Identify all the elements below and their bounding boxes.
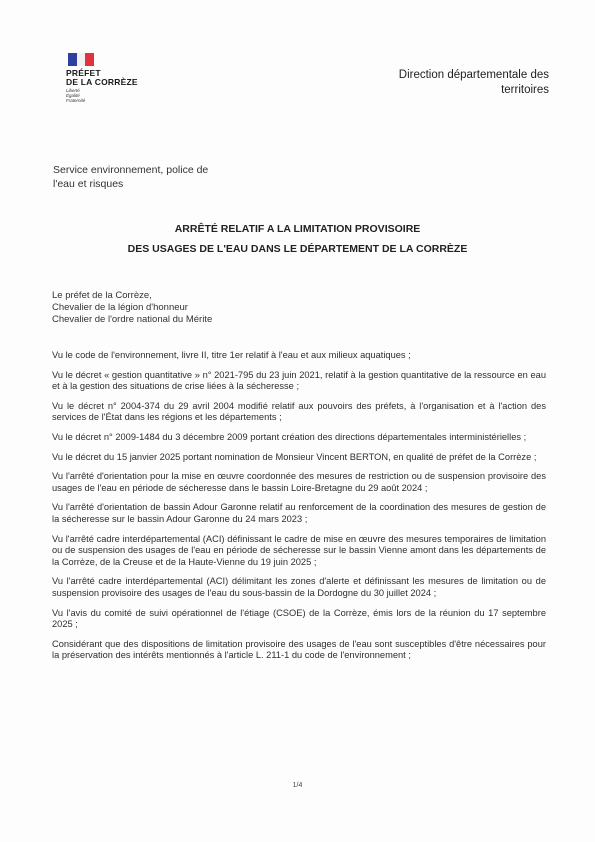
visa-paragraph: Vu l'arrêté cadre interdépartemental (ACI) définissant le cadre de mise en œuvre des mesures temporaires de limitation ou de suspension des usages de l'eau en période de sécheresse sur le bassin Vienne amont dans les départements de la Corrèze, de la Creuse et de la Haute-Vienne du 19 juin 2025 ; — [52, 533, 546, 567]
signatory-line-1: Le préfet de la Corrèze, — [52, 290, 152, 301]
signatory-line-3: Chevalier de l'ordre national du Mérite — [52, 314, 213, 325]
visa-paragraph: Vu le décret du 15 janvier 2025 portant nomination de Monsieur Vincent BERTON, en qualité de préfet de la Corrèze ; — [52, 451, 537, 462]
motto-egalite: Égalité — [66, 93, 80, 98]
signatory-line-2: Chevalier de la légion d'honneur — [52, 302, 188, 313]
visa-paragraph: Vu le décret n° 2004-374 du 29 avril 2004 modifié relatif aux pouvoirs des préfets, à l'organisation et à l'action des services de l'État dans les régions et les départements ; — [52, 400, 546, 423]
directorate-line-1: Direction départementale des — [398, 69, 549, 81]
visa-paragraph: Vu le décret n° 2009-1484 du 3 décembre 2009 portant création des directions départementales interministérielles ; — [52, 431, 527, 442]
document-title — [0, 219, 595, 259]
prefet-line-1: PRÉFET — [66, 68, 101, 78]
visa-paragraph: Vu l'avis du comité de suivi opérationnel de l'étiage (CSOE) de la Corrèze, émis lors de la réunion du 17 septembre 2025 ; — [52, 607, 546, 630]
prefecture-logo — [66, 53, 156, 103]
marianne-flag-icon — [68, 53, 94, 66]
prefet-name — [66, 69, 156, 87]
directorate-line-2: territoires — [501, 84, 549, 96]
republic-motto — [66, 88, 156, 103]
visa-paragraph: Vu l'arrêté d'orientation pour la mise en œuvre coordonnée des mesures de restriction ou de suspension provisoire des usages de l'eau en période de sécheresse dans le bassin Loire-Bretagne du 29 août 2024 ; — [52, 471, 546, 493]
visa-paragraph: Vu le décret « gestion quantitative » n° 2021-795 du 23 juin 2021, relatif à la gestion quantitative de la ressource en eau et à la gestion des situations de crise liées à la sécheresse ; — [52, 369, 546, 392]
visa-paragraph: Vu le code de l'environnement, livre II, titre 1er relatif à l'eau et aux milieux aquatiques ; — [52, 350, 411, 360]
service-name — [53, 163, 208, 191]
service-line-1: Service environnement, police de — [53, 164, 209, 176]
service-line-2: l'eau et risques — [53, 178, 124, 190]
motto-liberte: Liberté — [66, 88, 80, 93]
visa-paragraph: Vu l'arrêté d'orientation de bassin Adour Garonne relatif au renforcement de la coordination des mesures de gestion de la sécheresse sur le bassin Adour Garonne du 24 mars 2023 ; — [52, 502, 546, 524]
considerant-paragraph: Considérant que des dispositions de limitation provisoire des usages de l'eau sont susceptibles d'être nécessaires pour la préservation des intérêts mentionnés à l'article L. 211-1 du code de l'environnement ; — [52, 638, 546, 661]
legal-basis-body — [52, 350, 546, 670]
title-line-1: ARRÊTÉ RELATIF A LA LIMITATION PROVISOIRE — [174, 223, 421, 235]
signatory-block — [52, 290, 212, 326]
prefet-line-2: DE LA CORRÈZE — [66, 77, 138, 87]
visa-paragraph: Vu l'arrêté cadre interdépartemental (ACI) délimitant les zones d'alerte et définissant les mesures de limitation ou de suspension provisoire des usages de l'eau du sous-bassin de la Dordogne du 30 juillet 2024 ; — [52, 576, 546, 598]
page-number: 1/4 — [292, 782, 303, 789]
title-line-2: DES USAGES DE L'EAU DANS LE DÉPARTEMENT DE LA CORRÈZE — [127, 243, 468, 255]
motto-fraternite: Fraternité — [66, 98, 86, 103]
issuing-directorate — [399, 68, 549, 98]
